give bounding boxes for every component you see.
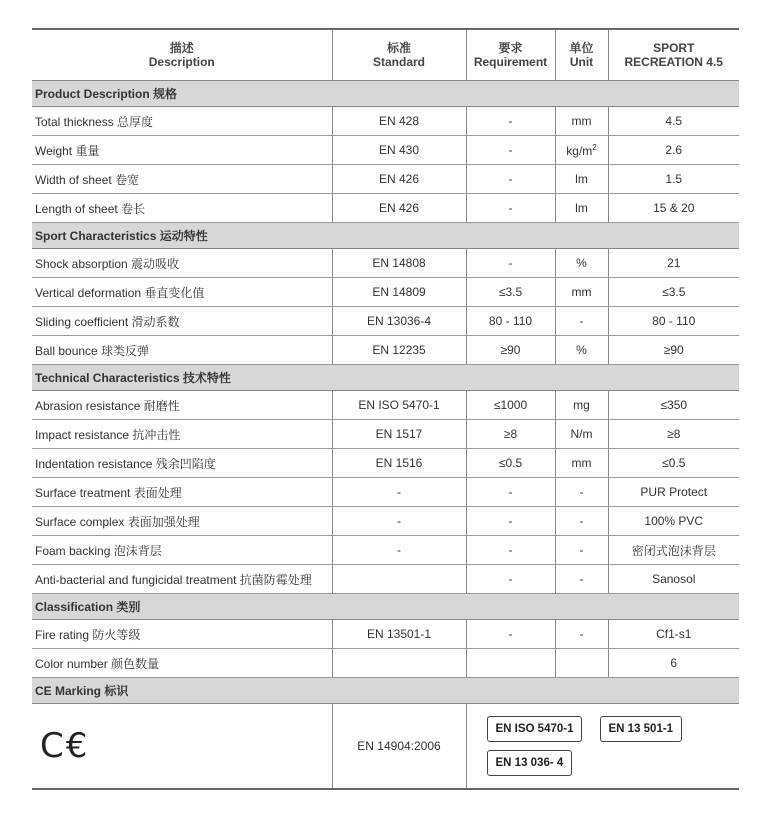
row-value: 密闭式泡沫背层 [608, 536, 739, 565]
row-requirement: ≤0.5 [466, 449, 555, 478]
row-standard: - [332, 507, 466, 536]
table-row [32, 478, 739, 507]
table-row [32, 565, 739, 594]
row-requirement: - [466, 194, 555, 223]
section-title-ce: CE Marking 标识 [32, 678, 739, 704]
header-product: SPORT RECREATION 4.5 [608, 29, 739, 81]
header-row [32, 29, 739, 81]
table-row [32, 620, 739, 649]
section-header [32, 594, 739, 620]
row-description: Impact resistance 抗冲击性 [32, 420, 332, 449]
row-standard [332, 565, 466, 594]
row-description: Length of sheet 卷长 [32, 194, 332, 223]
row-unit: mm [555, 278, 608, 307]
row-standard: EN 426 [332, 165, 466, 194]
row-description: Surface complex 表面加强处理 [32, 507, 332, 536]
row-description: Weight 重量 [32, 136, 332, 165]
row-requirement: ≤1000 [466, 391, 555, 420]
row-unit [555, 649, 608, 678]
row-requirement: - [466, 165, 555, 194]
row-unit: lm [555, 165, 608, 194]
row-unit: - [555, 307, 608, 336]
row-description: Sliding coefficient 滑动系数 [32, 307, 332, 336]
header-unit: 单位 Unit [555, 29, 608, 81]
row-requirement: ≥90 [466, 336, 555, 365]
row-value: 21 [608, 249, 739, 278]
row-description: Indentation resistance 残余凹陷度 [32, 449, 332, 478]
section-title: Technical Characteristics 技术特性 [32, 365, 739, 391]
row-standard: EN 1517 [332, 420, 466, 449]
row-value: ≤350 [608, 391, 739, 420]
row-unit: - [555, 565, 608, 594]
row-unit: % [555, 249, 608, 278]
row-value: 1.5 [608, 165, 739, 194]
row-unit: $kg/m^2$ [555, 136, 608, 165]
table-row [32, 249, 739, 278]
ce-logo-cell [32, 704, 332, 790]
table-row [32, 536, 739, 565]
table-row [32, 136, 739, 165]
row-unit: - [555, 507, 608, 536]
row-standard: - [332, 536, 466, 565]
row-standard: EN 12235 [332, 336, 466, 365]
row-standard: - [332, 478, 466, 507]
table-row [32, 278, 739, 307]
row-standard: EN 13501-1 [332, 620, 466, 649]
row-value: ≥8 [608, 420, 739, 449]
section-title: Sport Characteristics 运动特性 [32, 223, 739, 249]
row-unit: % [555, 336, 608, 365]
row-requirement: - [466, 620, 555, 649]
row-standard: EN 428 [332, 107, 466, 136]
row-value: 2.6 [608, 136, 739, 165]
row-unit: mg [555, 391, 608, 420]
row-standard: EN ISO 5470-1 [332, 391, 466, 420]
row-requirement: - [466, 565, 555, 594]
ce-badge: EN 13 501-1 [600, 716, 683, 742]
row-requirement: - [466, 507, 555, 536]
row-description: Fire rating 防火等级 [32, 620, 332, 649]
row-requirement: - [466, 478, 555, 507]
row-unit: N/m [555, 420, 608, 449]
header-standard: 标准 Standard [332, 29, 466, 81]
ce-mark-logo: C€ [40, 726, 90, 766]
table-row [32, 391, 739, 420]
row-value: 15 & 20 [608, 194, 739, 223]
section-header [32, 223, 739, 249]
row-value: PUR Protect [608, 478, 739, 507]
row-unit: mm [555, 449, 608, 478]
row-standard: EN 14808 [332, 249, 466, 278]
row-unit: - [555, 536, 608, 565]
row-standard: EN 13036-4 [332, 307, 466, 336]
row-value: Sanosol [608, 565, 739, 594]
row-unit: mm [555, 107, 608, 136]
row-description: Total thickness 总厚度 [32, 107, 332, 136]
row-description: Color number 颜色数量 [32, 649, 332, 678]
row-description: Anti-bacterial and fungicidal treatment 抗菌防霉处理 [32, 565, 332, 594]
section-title: Classification 类别 [32, 594, 739, 620]
spec-sheet [32, 28, 739, 790]
table-row [32, 107, 739, 136]
row-requirement: ≥8 [466, 420, 555, 449]
ce-badge: EN 13 036- 4 [487, 750, 573, 776]
row-standard: EN 430 [332, 136, 466, 165]
row-description: Abrasion resistance 耐磨性 [32, 391, 332, 420]
row-description: Shock absorption 震动吸收 [32, 249, 332, 278]
row-standard [332, 649, 466, 678]
row-requirement: ≤3.5 [466, 278, 555, 307]
row-requirement: - [466, 536, 555, 565]
row-value: 6 [608, 649, 739, 678]
row-standard: EN 14809 [332, 278, 466, 307]
header-requirement: 要求 Requirement [466, 29, 555, 81]
row-requirement: - [466, 107, 555, 136]
table-row [32, 649, 739, 678]
row-description: Surface treatment 表面处理 [32, 478, 332, 507]
table-row [32, 307, 739, 336]
ce-badge: EN ISO 5470-1 [487, 716, 583, 742]
row-value: 100% PVC [608, 507, 739, 536]
section-header [32, 81, 739, 107]
row-description: Ball bounce 球类反弹 [32, 336, 332, 365]
row-unit: - [555, 478, 608, 507]
row-value: Cf1-s1 [608, 620, 739, 649]
table-row [32, 165, 739, 194]
header-description: 描述 Description [32, 29, 332, 81]
row-value: ≥90 [608, 336, 739, 365]
row-unit: lm [555, 194, 608, 223]
table-row [32, 449, 739, 478]
row-description: Foam backing 泡沫背层 [32, 536, 332, 565]
spec-table [32, 28, 739, 790]
section-header [32, 678, 739, 704]
row-requirement: 80 - 110 [466, 307, 555, 336]
table-row [32, 194, 739, 223]
table-row [32, 507, 739, 536]
ce-standard: EN 14904:2006 [332, 704, 466, 790]
row-description: Vertical deformation 垂直变化值 [32, 278, 332, 307]
table-row [32, 420, 739, 449]
row-standard: EN 1516 [332, 449, 466, 478]
row-description: Width of sheet 卷宽 [32, 165, 332, 194]
row-value: 80 - 110 [608, 307, 739, 336]
section-header [32, 365, 739, 391]
row-unit: - [555, 620, 608, 649]
row-standard: EN 426 [332, 194, 466, 223]
section-title: Product Description 规格 [32, 81, 739, 107]
row-requirement: - [466, 249, 555, 278]
row-requirement [466, 649, 555, 678]
row-value: ≤0.5 [608, 449, 739, 478]
ce-row [32, 704, 739, 790]
row-value: ≤3.5 [608, 278, 739, 307]
table-row [32, 336, 739, 365]
ce-badges-cell [466, 704, 739, 790]
row-value: 4.5 [608, 107, 739, 136]
row-requirement: - [466, 136, 555, 165]
